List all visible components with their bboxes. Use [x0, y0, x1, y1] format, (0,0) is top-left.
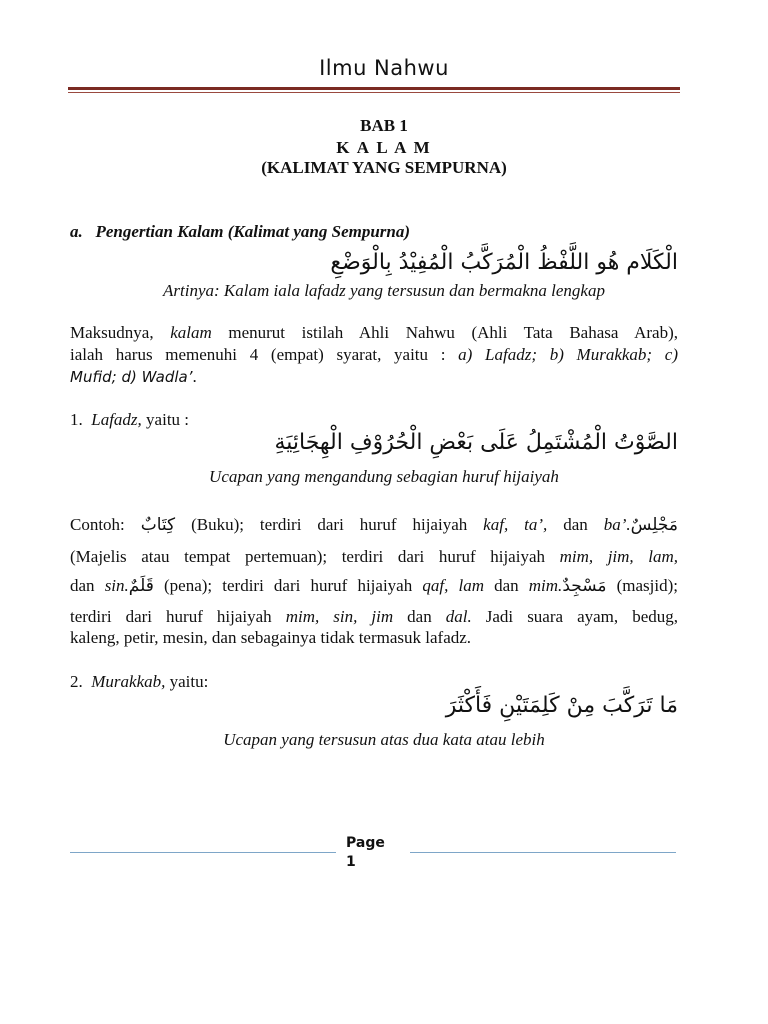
kalam-definition-meaning: Artinya: Kalam iala lafadz yang tersusun dan bermakna lengkap	[163, 281, 605, 300]
murakkab-definition-meaning: Ucapan yang tersusun atas dua kata atau lebih	[223, 730, 545, 749]
text: qaf, lam	[422, 576, 484, 595]
murakkab-definition-arabic: مَا تَرَكَّبَ مِنْ كَلِمَتَيْنِ فَأَكْثَرَ	[445, 693, 678, 718]
item-1-heading	[70, 410, 678, 430]
page-word: Page	[346, 835, 385, 851]
item-term: Murakkab,	[91, 672, 166, 691]
arabic-word: قَلَمٌ	[128, 576, 154, 596]
text: dan	[483, 576, 529, 595]
text: (pena); terdiri dari huruf hijaiyah	[153, 576, 423, 595]
footer-rule-right	[410, 852, 676, 853]
text: Contoh:	[70, 515, 141, 534]
header-rule	[68, 87, 680, 90]
page-number	[346, 834, 402, 872]
explanation-line-1	[70, 323, 678, 343]
text: mim, sin, jim	[285, 607, 394, 626]
text: dan	[547, 515, 604, 534]
text: dan	[70, 576, 105, 595]
text: dan	[393, 607, 446, 626]
lafadz-definition-arabic: الصَّوْتُ الْمُشْتَمِلُ عَلَى بَعْضِ الْحُرُوْفِ الْهِجَائِيَةِ	[274, 430, 678, 455]
header-title: Ilmu Nahwu	[319, 56, 449, 80]
contoh-line-5: kaleng, petir, mesin, dan sebagainya tidak termasuk lafadz.	[70, 628, 472, 647]
text: mim, jim, lam,	[559, 547, 679, 566]
item-number: 2.	[70, 672, 92, 691]
lafadz-definition-meaning: Ucapan yang mengandung sebagian huruf hijaiyah	[209, 467, 559, 486]
text: Maksudnya,	[70, 323, 171, 342]
contoh-line-1	[70, 515, 678, 535]
explanation-line-3	[70, 367, 678, 387]
text: sin.	[104, 576, 129, 595]
arabic-word: مَسْجِدٌ	[562, 576, 607, 596]
item-2-heading	[70, 672, 678, 692]
chapter-subtitle: (KALIMAT YANG SEMPURNA)	[261, 158, 507, 177]
footer-rule-left	[70, 852, 336, 853]
arabic-word: مَجْلِسٌ	[630, 515, 678, 535]
text: ba’.	[603, 515, 631, 534]
explanation-line-2	[70, 345, 678, 365]
text: (Buku); terdiri dari huruf hijaiyah	[175, 515, 484, 534]
item-term: Lafadz,	[91, 410, 142, 429]
header-rule-thin	[68, 92, 680, 93]
kalam-definition-arabic: الْكَلَام هُو اللَّفْظُ الْمُرَكَّبُ الْمُفِيْدُ بِالْوَضْعِ	[330, 250, 678, 275]
text: kaf, ta’,	[483, 515, 548, 534]
text: .	[192, 367, 197, 386]
text: ialah harus memenuhi 4 (empat) syarat, yaitu :	[70, 345, 459, 364]
text: yaitu:	[165, 672, 209, 691]
page-number-value: 1	[346, 854, 356, 870]
arabic-word: كِتَابٌ	[140, 515, 176, 535]
section-a-heading: a. Pengertian Kalam (Kalimat yang Sempurna)	[70, 222, 411, 241]
text: menurut istilah Ahli Nahwu (Ahli Tata Bahasa Arab),	[211, 323, 678, 342]
text: (Majelis atau tempat pertemuan); terdiri dari huruf hijaiyah	[70, 547, 560, 566]
syarat-list-end: Mufid; d) Wadla’	[70, 368, 193, 386]
text: mim.	[528, 576, 563, 595]
term-kalam: kalam	[170, 323, 212, 342]
contoh-line-2	[70, 547, 678, 567]
item-number: 1.	[70, 410, 92, 429]
text: dal.	[445, 607, 472, 626]
chapter-name: K A L A M	[336, 138, 432, 157]
text: yaitu :	[141, 410, 190, 429]
contoh-line-4	[70, 607, 678, 627]
contoh-line-3	[70, 576, 678, 596]
syarat-list: a) Lafadz; b) Murakkab; c)	[458, 345, 678, 364]
text: (masjid);	[606, 576, 678, 595]
chapter-number: BAB 1	[360, 116, 408, 135]
text: terdiri dari huruf hijaiyah	[70, 607, 286, 626]
text: Jadi suara ayam, bedug,	[471, 607, 678, 626]
